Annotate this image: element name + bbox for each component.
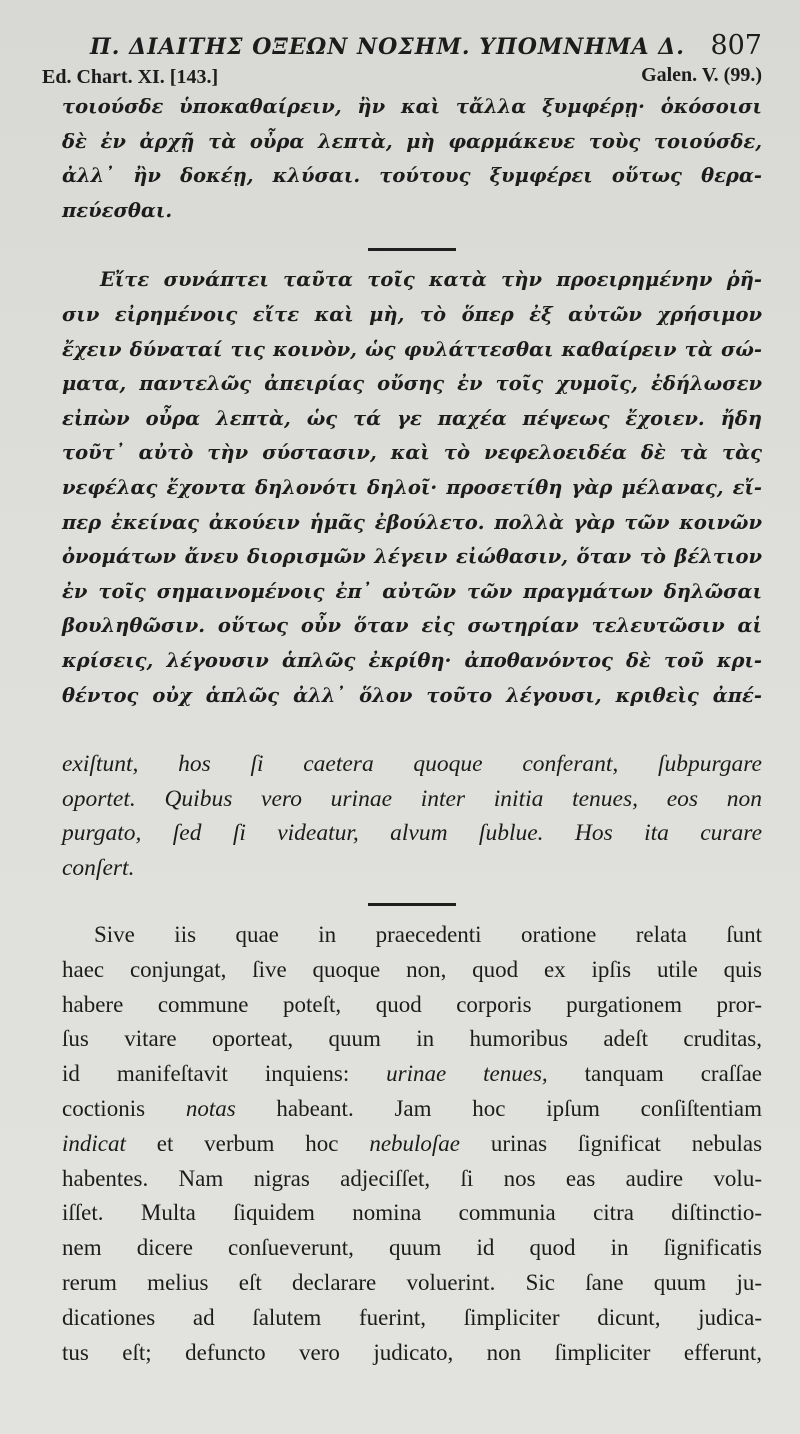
text-line bbox=[62, 1057, 762, 1092]
text-line: ſus vitare oporteat, quum in humoribus adeſt cruditas, bbox=[62, 1026, 762, 1052]
chartier-edition-reference: Ed. Chart. XI. [143.] bbox=[42, 66, 219, 88]
text-line: nem dicere conſueverunt, quum id quod in ſignificatis bbox=[62, 1235, 762, 1261]
text-line: νεφέλας ἔχοντα δηλονότι δηλοῖ· προσετίθη γὰρ μέλανας, εἴ- bbox=[62, 475, 762, 499]
text-segment: tanquam craſſae bbox=[584, 1061, 762, 1087]
text-line: Εἴτε συνάπτει ταῦτα τοῖς κατὰ τὴν προειρημένην ῥῆ- bbox=[100, 268, 762, 292]
text-segment: et verbum hoc bbox=[156, 1130, 339, 1156]
text-line: εἰπὼν οὖρα λεπτὰ, ὡς τά γε παχέα πέψεως ἔχοιεν. ἤδη bbox=[62, 406, 762, 430]
section-divider bbox=[368, 248, 456, 251]
quoted-phrase: nebuloſae bbox=[369, 1130, 461, 1156]
text-line: δὲ ἐν ἀρχῇ τὰ οὖρα λεπτὰ, μὴ φαρμάκευε τοὺς τοιούσδε, bbox=[62, 129, 762, 153]
text-line: Sive iis quae in praecedenti oratione relata ſunt bbox=[94, 922, 762, 948]
text-line: haec conjungat, ſive quoque non, quod ex ipſis utile quis bbox=[62, 956, 762, 982]
edition-reference-line bbox=[42, 64, 762, 92]
latin-lemma bbox=[62, 747, 762, 885]
text-line: ἀλλ᾽ ἢν δοκέῃ, κλύσαι. τούτους ξυμφέρει οὕτως θερα- bbox=[62, 164, 762, 188]
text-line: purgato, ſed ſi videatur, alvum ſublue. Hos ita curare bbox=[62, 820, 762, 847]
text-segment: id manifeſtavit inquiens: bbox=[62, 1061, 350, 1087]
quoted-phrase: indicat bbox=[62, 1130, 126, 1156]
text-line: τοιούσδε ὑποκαθαίρειν, ἢν καὶ τἄλλα ξυμφέρῃ· ὁκόσοισι bbox=[62, 95, 762, 118]
text-line: ἔχειν δύναταί τις κοινὸν, ὡς φυλάττεσθαι καθαίρειν τὰ σώ- bbox=[62, 337, 762, 361]
text-segment: coctionis bbox=[62, 1096, 146, 1122]
text-segment: habeant. Jam hoc ipſum conſiſtentiam bbox=[276, 1096, 763, 1122]
running-head-title: Π. ΔΙΑΙΤΗΣ ΟΞΕΩΝ ΝΟΣΗΜ. ΥΠΟΜΝΗΜΑ Δ. bbox=[90, 34, 685, 60]
text-line: περ ἐκείνας ἀκούειν ἡμᾶς ἐβούλετο. πολλὰ γὰρ τῶν κοινῶν bbox=[62, 510, 762, 534]
text-line: βουληθῶσιν. οὕτως οὖν ὅταν εἰς σωτηρίαν τελευτῶσιν αἱ bbox=[62, 614, 762, 638]
text-line: conſert. bbox=[62, 854, 135, 881]
text-line: rerum melius eſt declarare voluerint. Sic ſane quum ju- bbox=[62, 1270, 762, 1296]
quoted-phrase: urinae tenues, bbox=[386, 1061, 548, 1087]
text-line: ὀνομάτων ἄνευ διορισμῶν λέγειν εἰώθασιν, ὅταν τὸ βέλτιον bbox=[62, 545, 762, 569]
text-line: habere commune poteſt, quod corporis purgationem pror- bbox=[62, 991, 762, 1017]
latin-commentary bbox=[62, 918, 762, 1370]
text-line bbox=[62, 1092, 762, 1127]
text-line: σιν εἰρημένοις εἴτε καὶ μὴ, τὸ ὅπερ ἐξ αὐτῶν χρήσιμον bbox=[62, 302, 762, 326]
text-line: dicationes ad ſalutem fuerint, ſimpliciter dicunt, judica- bbox=[62, 1304, 762, 1330]
text-line: exiſtunt, hos ſi caetera quoque conferant, ſubpurgare bbox=[62, 751, 762, 778]
text-line bbox=[62, 1127, 762, 1162]
quoted-phrase: notas bbox=[185, 1096, 236, 1122]
text-line: κρίσεις, λέγουσιν ἁπλῶς ἐκρίθη· ἀποθανόντος δὲ τοῦ κρι- bbox=[62, 648, 762, 672]
text-line: τοῦτ᾽ αὐτὸ τὴν σύστασιν, καὶ τὸ νεφελοειδέα δὲ τὰ τὰς bbox=[62, 441, 762, 465]
text-line: θέντος οὐχ ἁπλῶς ἀλλ᾽ ὅλον τοῦτο λέγουσι, κριθεὶς ἀπέ- bbox=[62, 683, 762, 707]
running-head bbox=[62, 28, 762, 68]
kuhn-edition-reference: Galen. V. (99.) bbox=[641, 64, 762, 86]
text-line: tus eſt; defuncto vero judicato, non ſimpliciter efferunt, bbox=[62, 1339, 762, 1365]
text-segment: urinas ſignificat nebulas bbox=[490, 1130, 763, 1156]
section-divider bbox=[368, 903, 456, 906]
text-line: πεύεσθαι. bbox=[62, 198, 173, 222]
greek-lemma bbox=[62, 90, 762, 228]
text-line: ματα, παντελῶς ἀπειρίας οὔσης ἐν τοῖς χυμοῖς, ἐδήλωσεν bbox=[62, 372, 762, 396]
text-line: ἐν τοῖς σημαινομένοις ἐπ᾽ αὐτῶν τῶν πραγμάτων δηλῶσαι bbox=[62, 579, 762, 603]
text-line: iſſet. Multa ſiquidem nomina communia citra diſtinctio- bbox=[62, 1200, 762, 1226]
text-line: oportet. Quibus vero urinae inter initia tenues, eos non bbox=[62, 785, 762, 812]
page-number: 807 bbox=[710, 30, 762, 61]
text-line: habentes. Nam nigras adjeciſſet, ſi nos eas audire volu- bbox=[62, 1165, 762, 1191]
greek-commentary bbox=[62, 263, 762, 713]
